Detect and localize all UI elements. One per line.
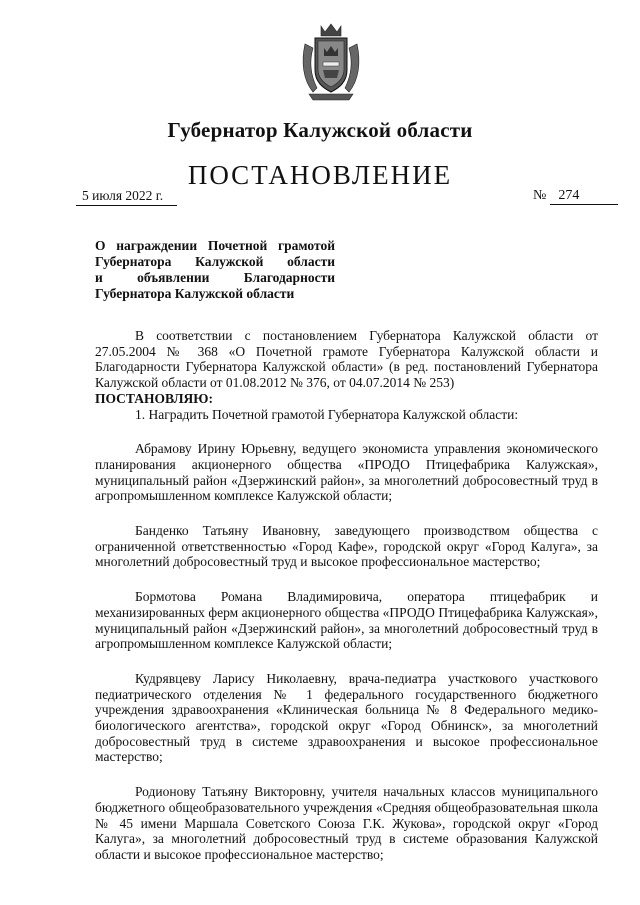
governor-title: Губернатор Калужской области bbox=[167, 118, 473, 142]
award-item-1: 1. Наградить Почетной грамотой Губернатора Калужской области: bbox=[135, 406, 519, 422]
subject-line: Губернатора Калужской области bbox=[95, 254, 335, 269]
preamble-paragraph: В соответствии с постановлением Губернатора Калужской области от 27.05.2004 № 368 «О Почетной грамоте Губернатора Калужской области и Благодарности Губернатора Калужской области» (в ред. постановлений Губернатора Калужской области от 01.08.2012 № 376, от 04.07.2014 № 253) bbox=[95, 328, 598, 391]
decree-subject bbox=[95, 238, 335, 302]
decree-body bbox=[95, 328, 598, 863]
awardee-paragraph: Кудрявцеву Ларису Николаевну, врача-педиатра участкового участкового педиатрического отделения № 1 федерального государственного бюджетного учреждения здравоохранения «Клиническая больница № 8 Федерального медико-биологического агентства», городской округ «Город Обнинск», за многолетний добросовестный труд в системе здравоохранения и высокое профессиональное мастерство; bbox=[95, 670, 598, 765]
subject-line: Губернатора Калужской области bbox=[95, 286, 295, 301]
awardee-paragraph: Бормотова Романа Владимировича, оператора птицефабрик и механизированных ферм акционерного общества «ПРОДО Птицефабрика Калужская», муниципальный район «Дзержинский район», за многолетний добросовестный труд в агропромышленном комплексе Калужской области; bbox=[95, 589, 598, 652]
decree-date: 5 июля 2022 г. bbox=[76, 188, 177, 206]
subject-line: О награждении Почетной грамотой bbox=[95, 238, 335, 253]
decree-number bbox=[533, 188, 618, 205]
document-type-title: ПОСТАНОВЛЕНИЕ bbox=[187, 160, 453, 190]
number-value: 274 bbox=[550, 188, 618, 205]
number-label: № bbox=[533, 188, 547, 203]
subject-line: и объявлении Благодарности bbox=[95, 270, 335, 285]
awardee-paragraph: Банденко Татьяну Ивановну, заведующего производством общества с ограниченной ответственностью «Город Кафе», городской округ «Город Калуга», за многолетний добросовестный труд и высокое профессиональное мастерство; bbox=[95, 523, 598, 570]
awardee-paragraph: Абрамову Ирину Юрьевну, ведущего экономиста управления экономического планирования акционерного общества «ПРОДО Птицефабрика Калужская», муниципальный район «Дзержинский район», за многолетний добросовестный труд в агропромышленном комплексе Калужской области; bbox=[95, 441, 598, 504]
awardee-paragraph: Родионову Татьяну Викторовну, учителя начальных классов муниципального бюджетного общеобразовательного учреждения «Средняя общеобразовательная школа № 45 имени Маршала Советского Союза Г.К. Жукова», городской округ «Город Калуга», за многолетний добросовестный труд в системе образования Калужской области и высокое профессиональное мастерство; bbox=[95, 784, 598, 862]
coat-of-arms-icon bbox=[299, 22, 363, 102]
resolve-heading: ПОСТАНОВЛЯЮ: bbox=[95, 390, 213, 406]
